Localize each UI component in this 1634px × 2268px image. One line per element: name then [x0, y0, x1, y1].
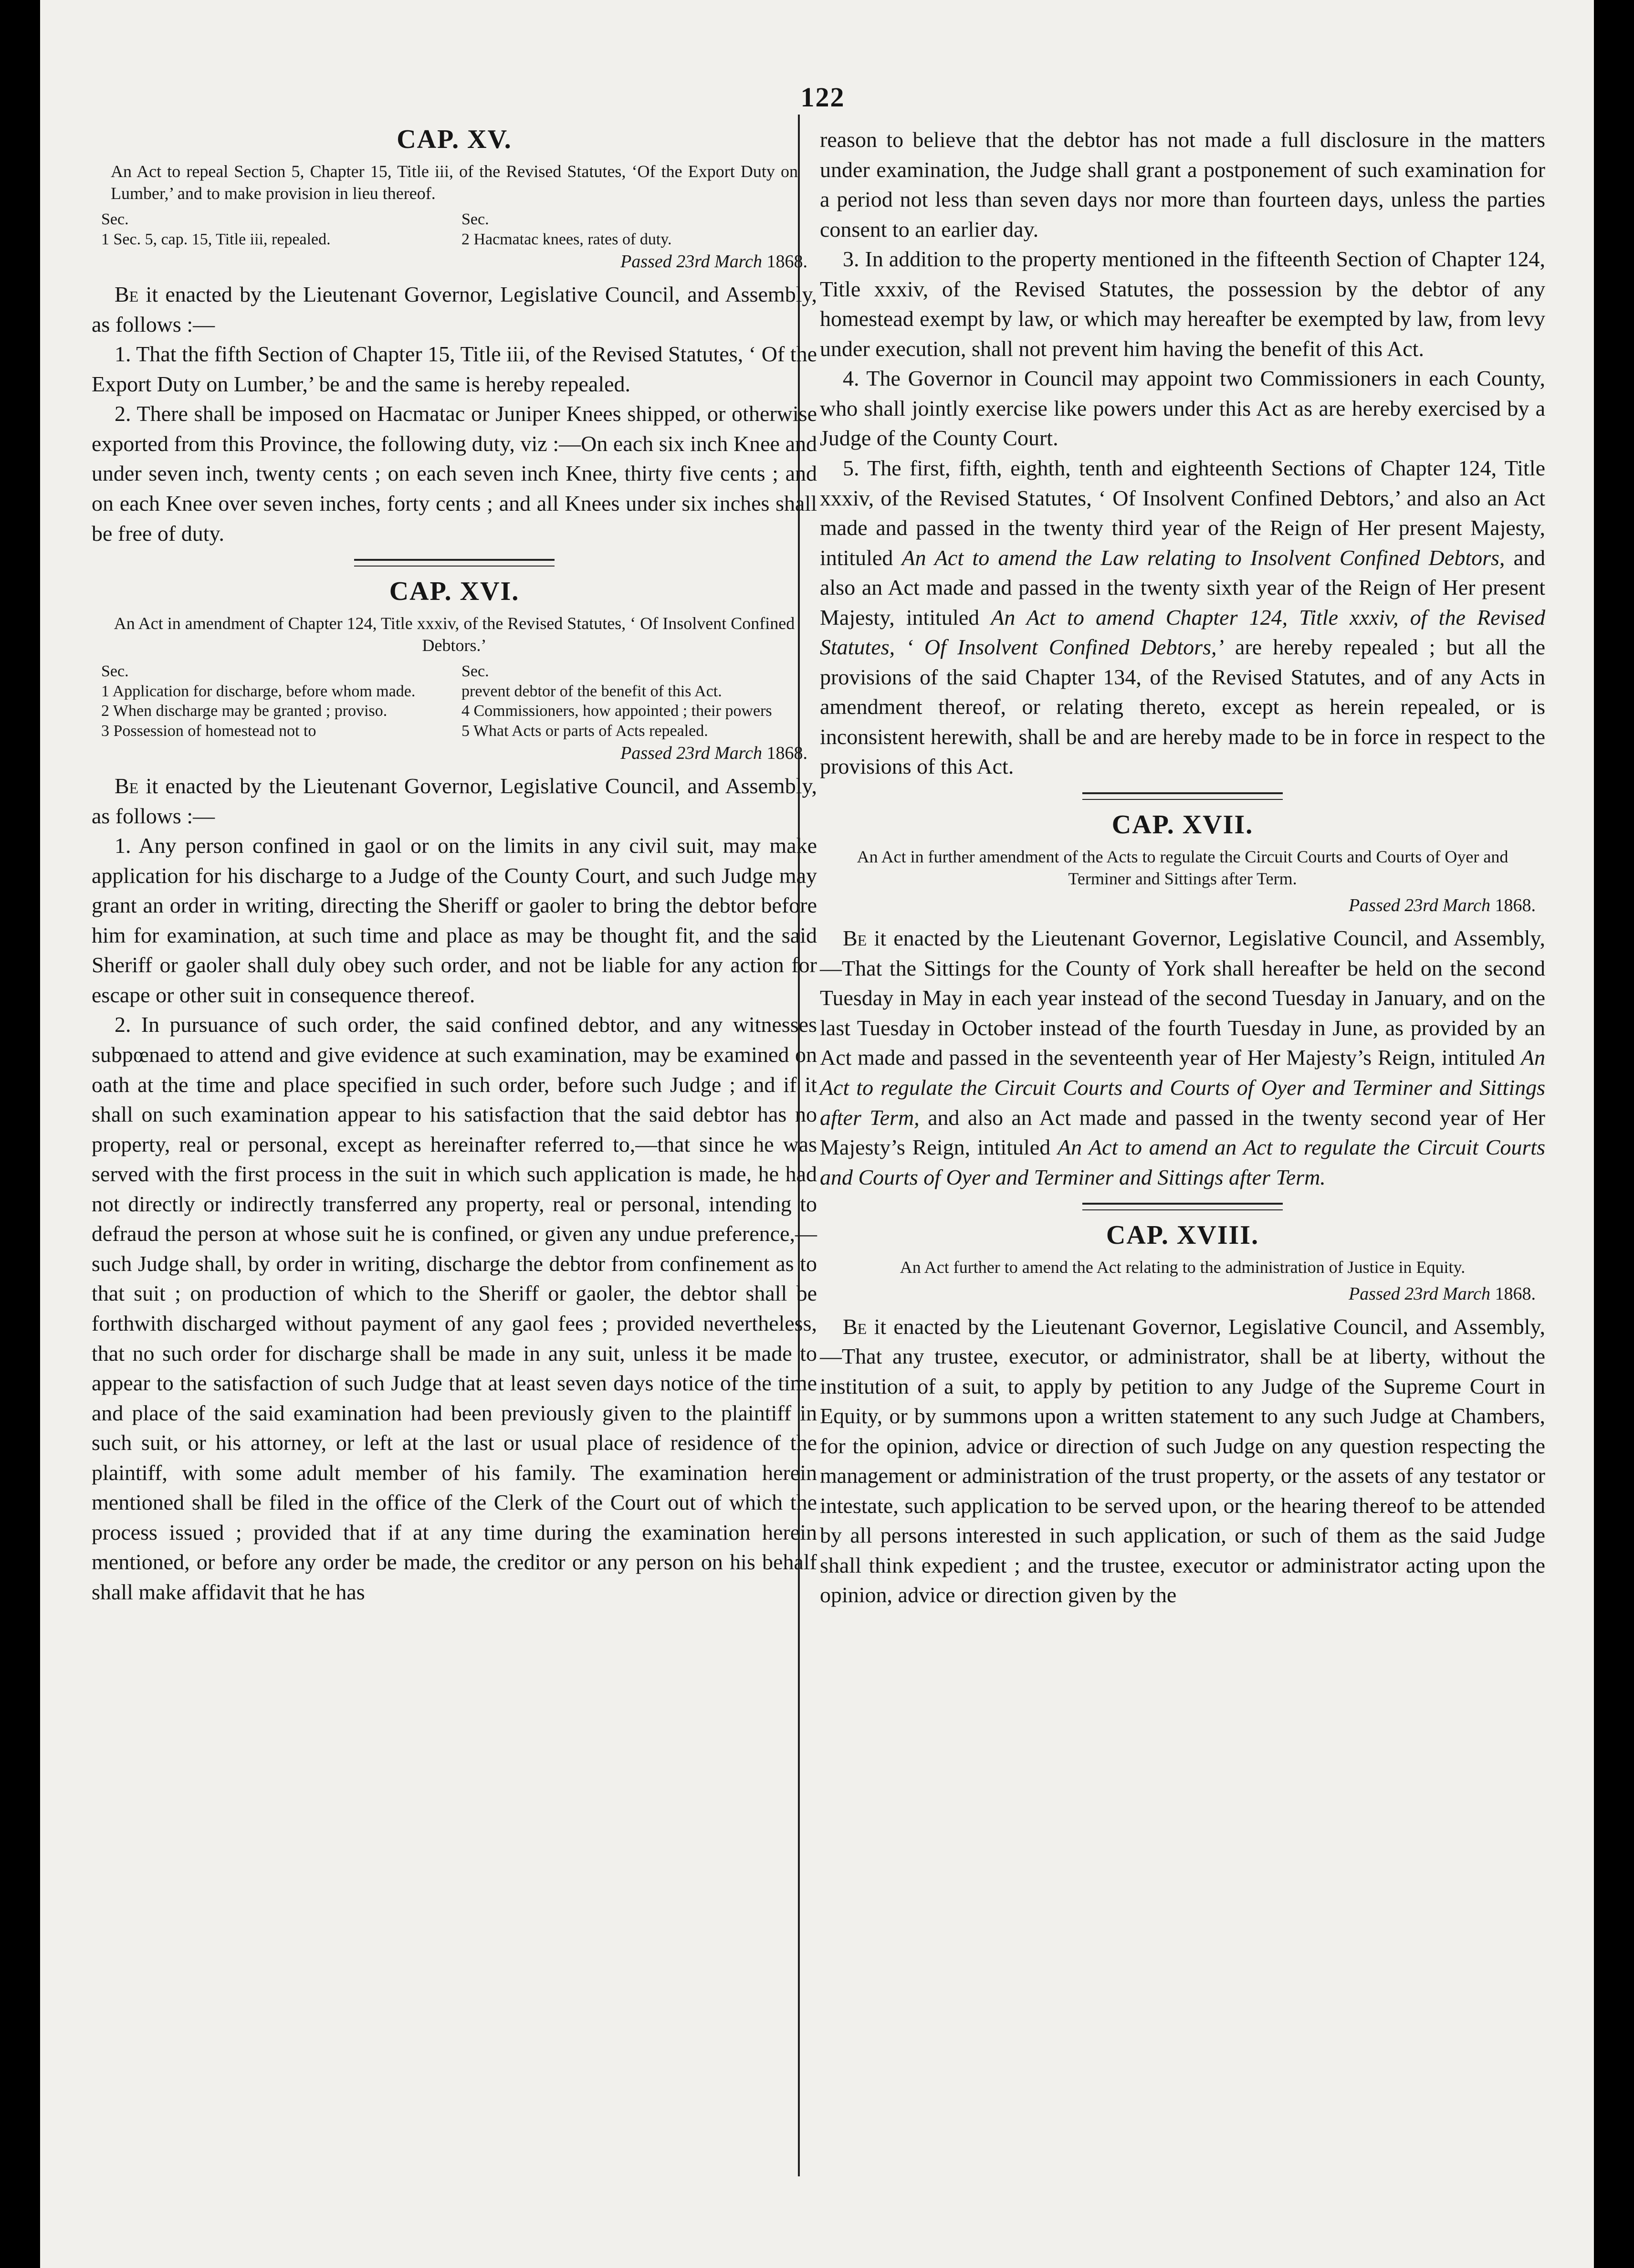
sec-head-left: Sec. [101, 662, 129, 681]
passed-year: 1868. [1495, 1283, 1536, 1304]
para-5-text: are hereby repealed ; but all the provisions of the said Chapter 134, of the Revised Statutes, and of any Acts in amendment thereof, or relating thereto, except as herein repealed, or is inconsistent herewith, shall be and are hereby made to be in force in respect to the provisions of this Act. [820, 635, 1545, 779]
cap-15-section-list [101, 210, 807, 249]
passed-year: 1868. [766, 252, 807, 272]
cap-15-para-2: 2. There shall be imposed on Hacmatac or Juniper Knees shipped, or otherwise exported from this Province, the following duty, viz :—On each six inch Knee and under seven inch, twenty cents ; on each seven inch Knee, thirty five cents ; and on each Knee over seven inches, forty cents ; and all Knees under six inches shall be free of duty. [92, 401, 817, 546]
passed-label: Passed [1349, 895, 1400, 916]
cap-17-passed [820, 895, 1536, 916]
passed-date: 23rd March [676, 252, 762, 272]
cap-18-enacting-clause [820, 1312, 1545, 1610]
cap-17-heading: CAP. XVII. [1111, 810, 1254, 840]
passed-label: Passed [620, 743, 672, 764]
cap-15-heading: CAP. XV. [397, 125, 512, 154]
cap-16-enacting-clause [92, 771, 817, 831]
enact-first-word: Be [115, 774, 139, 798]
cap-16-para-2-continued: reason to believe that the debtor has not made a full disclosure in the matters under examination, the Judge shall grant a postponement of such examination for a period not less than seven days nor more than fourteen days, unless the parties consent to an earlier day. [820, 127, 1545, 242]
passed-label: Passed [620, 252, 672, 272]
cap-17-title: An Act in further amendment of the Acts to regulate the Circuit Courts and Courts of Oyer and Terminer and Sittings after Term. [857, 847, 1508, 889]
enact-text: it enacted by the Lieutenant Governor, Legislative Council, and Assembly, as follows :— [92, 774, 817, 828]
sec-item: 2 Hacmatac knees, rates of duty. [461, 230, 672, 248]
enact-text: it enacted by the Lieutenant Governor, Legislative Council, and Assembly, as follows :— [92, 282, 817, 336]
cap-17-section [820, 810, 1545, 1192]
passed-date: 23rd March [1404, 1283, 1490, 1304]
cap-16-passed [92, 743, 807, 764]
enact-first-word: Be [843, 1314, 867, 1339]
cap-16-para-3: 3. In addition to the property mentioned in the fifteenth Section of Chapter 124, Title xxxiv, of the Revised Statutes, the possession by the debtor of any homestead exempt by law, or which may hereafter be exempted by law, from levy under execution, shall not prevent him having the benefit of this Act. [820, 247, 1545, 361]
page-number: 122 [800, 82, 845, 113]
cap-17-enacting-clause [820, 924, 1545, 1192]
cap-15-passed [92, 251, 807, 272]
sec-head-right: Sec. [461, 210, 489, 229]
sec-item: 1 Application for discharge, before whom made. [101, 682, 416, 700]
enact-text: and also an Act made and passed in the twenty second year of Her Majesty’s Reign, intituled [820, 1105, 1545, 1160]
sec-item: prevent debtor of the benefit of this Act. [461, 682, 722, 700]
cap-16-section-list [101, 662, 807, 741]
sec-item: 3 Possession of homestead not to [101, 722, 316, 740]
cap-15-title: An Act to repeal Section 5, Chapter 15, Title iii, of the Revised Statutes, ‘Of the Export Duty on Lumber,’ and to make provision in lieu thereof. [111, 161, 798, 203]
sec-item: 5 What Acts or parts of Acts repealed. [461, 722, 708, 740]
cap-16-section [92, 577, 817, 1607]
cap-16-title: An Act in amendment of Chapter 124, Title xxxiv, of the Revised Statutes, ‘ Of Insolvent Confined Debtors.’ [114, 613, 795, 655]
section-rule [1082, 1203, 1283, 1210]
enact-text: it enacted by the Lieutenant Governor, Legislative Council, and Assembly,—That the Sittings for the County of York shall hereafter be held on the second Tuesday in May in each year instead of the second Tuesday in January, and on the last Tuesday in October instead of the fourth Tuesday in June, as provided by an Act made and passed in the seventeenth year of Her Majesty’s Reign, intituled [820, 926, 1545, 1070]
section-rule [354, 559, 555, 567]
cap-18-section [820, 1221, 1545, 1610]
cap-16-para-5 [820, 453, 1545, 782]
cap-15-section [92, 125, 817, 548]
cap-15-enacting-clause [92, 280, 817, 339]
sec-item: 4 Commissioners, how appointed ; their powers [461, 702, 772, 720]
sec-head-right: Sec. [461, 662, 489, 681]
passed-date: 23rd March [1404, 895, 1490, 916]
cap-18-passed [820, 1283, 1536, 1304]
sec-item: 1 Sec. 5, cap. 15, Title iii, repealed. [101, 230, 331, 248]
act-title: An Act to regulate the Circuit Courts and Courts of Oyer and Terminer and Sittings after Term, [820, 1045, 1545, 1130]
enact-text: it enacted by the Lieutenant Governor, Legislative Council, and Assembly,—That any trustee, executor, or administrator, shall be at liberty, without the institution of a suit, to apply by petition to any Judge of the Supreme Court in Equity, or by summons upon a written statement to any such Judge at Chambers, for the opinion, advice or direction of such Judge on any question respecting the management or administration of the trust property, or the assets of any testator or intestate, such application to be served upon, or the hearing thereof to be attended by all persons interested in such application, or such of them as the said Judge shall think expedient ; and the trustee, executor or administrator acting upon the opinion, advice or direction given by the [820, 1314, 1545, 1607]
sec-item: 2 When discharge may be granted ; proviso. [101, 702, 388, 720]
act-title: An Act to amend an Act to regulate the Circuit Courts and Courts of Oyer and Terminer and Sittings after Term. [820, 1135, 1545, 1189]
cap-16-para-1: 1. Any person confined in gaol or on the limits in any civil suit, may make application for his discharge to a Judge of the County Court, and such Judge may grant an order in writing, directing the Sheriff or gaoler to bring the debtor before him for examination, at such time and place as may be thought fit, and the said Sheriff or gaoler shall duly obey such order, and not be liable for any action for escape or other suit in consequence thereof. [92, 833, 817, 1007]
para-5-text: 5. The first, fifth, eighth, tenth and eighteenth Sections of Chapter 124, Title xxxiv, of the Revised Statutes, ‘ Of Insolvent Confined Debtors,’ and also an Act made and passed in the twenty third year of the Reign of Her present Majesty, intituled [820, 456, 1545, 570]
passed-label: Passed [1349, 1283, 1400, 1304]
passed-year: 1868. [1495, 895, 1536, 916]
enact-first-word: Be [115, 282, 139, 307]
statute-page [40, 0, 1594, 2268]
section-rule [1082, 792, 1283, 800]
para-5-act-title: An Act to amend the Law relating to Insolvent Confined Debtors, [901, 545, 1505, 570]
enact-first-word: Be [843, 926, 867, 951]
right-column [820, 125, 1545, 1610]
cap-16-para-4: 4. The Governor in Council may appoint two Commissioners in each County, who shall jointly exercise like powers under this Act as are hereby exercised by a Judge of the County Court. [820, 366, 1545, 451]
cap-15-para-1: 1. That the fifth Section of Chapter 15, Title iii, of the Revised Statutes, ‘ Of the Export Duty on Lumber,’ be and the same is hereby repealed. [92, 342, 817, 396]
cap-16-para-2: 2. In pursuance of such order, the said confined debtor, and any witnesses subpœnaed to attend and give evidence at such examination, may be examined on oath at the time and place specified in such order, before such Judge ; and if it shall on such examination appear to his satisfaction that the said debtor has no property, real or personal, except as hereinafter referred to,—that since he was served with the first process in the suit in which such application is made, he had not directly or indirectly transferred any property, real or personal, intending to defraud the person at whose suit he is confined, or given any undue preference,—such Judge shall, by order in writing, discharge the debtor from confinement as to that suit ; on production of which to the Sheriff or gaoler, the debtor shall be forthwith discharged without payment of any gaol fees ; provided nevertheless, that no such order for discharge shall be made in any suit, unless it be made to appear to the satisfaction of such Judge that at least seven days notice of the time and place of the said examination had been previously given to the plaintiff in such suit, or his attorney, or left at the last or usual place of residence of the plaintiff, with some adult member of his family. The examination herein mentioned shall be filed in the office of the Clerk of the Court out of which the process issued ; provided that if at any time during the examination herein mentioned, or before any order be made, the creditor or any person on his behalf shall make affidavit that he has [92, 1012, 817, 1604]
left-column [92, 125, 817, 1607]
passed-year: 1868. [766, 743, 807, 764]
passed-date: 23rd March [676, 743, 762, 764]
cap-18-heading: CAP. XVIII. [1106, 1220, 1259, 1250]
para-5-act-title: An Act to amend Chapter 124, Title xxxiv, of the Revised Statutes, ‘ Of Insolvent Confined Debtors,’ [820, 605, 1546, 660]
cap-18-title: An Act further to amend the Act relating to the administration of Justice in Equity. [900, 1257, 1466, 1277]
cap-16-heading: CAP. XVI. [389, 577, 520, 607]
sec-head-left: Sec. [101, 210, 129, 229]
para-5-text: and also an Act made and passed in the twenty sixth year of the Reign of Her present Majesty, intituled [820, 545, 1545, 630]
